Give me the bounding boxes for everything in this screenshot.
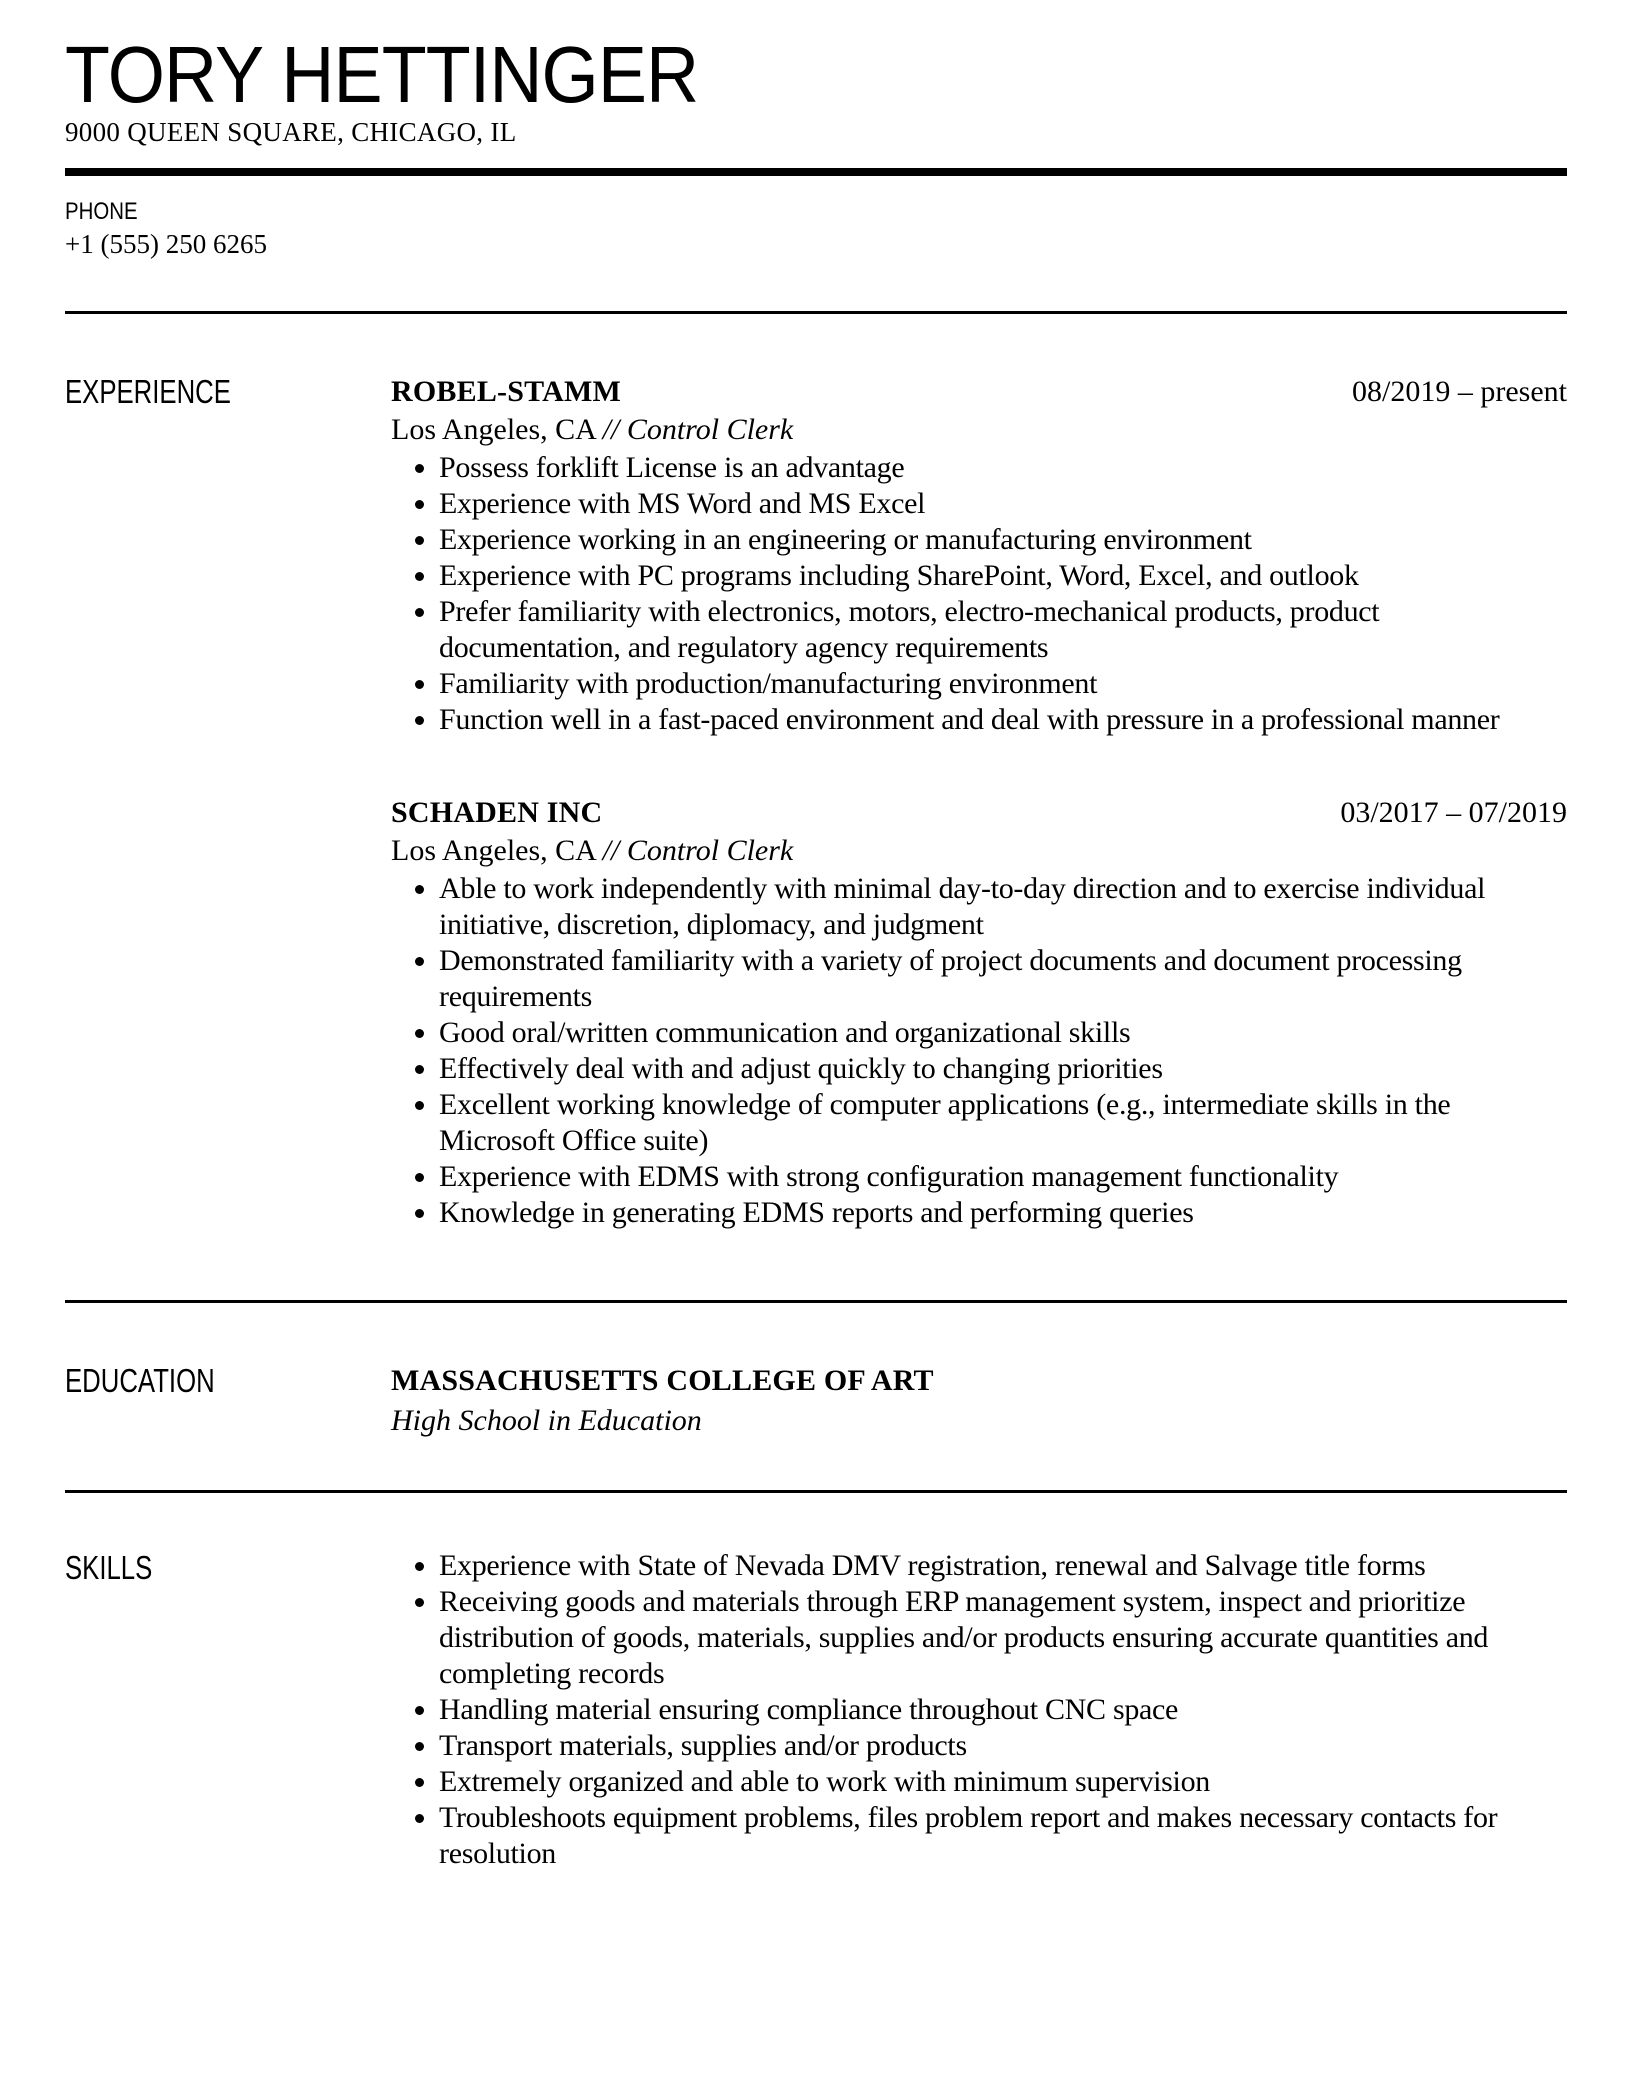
job-bullet: • Experience working in an engineering or manufacturing environment [439,522,1567,558]
education-grid [65,1303,1567,1441]
skill-bullet: • Handling material ensuring compliance throughout CNC space [439,1692,1567,1728]
job-subtitle [391,833,1567,869]
job-bullet: • Experience with EDMS with strong configuration management functionality [439,1159,1567,1195]
job-bullet: • Excellent working knowledge of computer applications (e.g., intermediate skills in the Microsoft Office suite) [439,1087,1567,1159]
skill-bullet: • Experience with State of Nevada DMV registration, renewal and Salvage title forms [439,1548,1567,1584]
skills-content [391,1548,1567,1872]
job-bullet: • Good oral/written communication and organizational skills [439,1015,1567,1051]
job-bullet: • Demonstrated familiarity with a variety of project documents and document processing requirements [439,943,1567,1015]
job-role: // Control Clerk [602,834,794,867]
phone-value: +1 (555) 250 6265 [65,229,267,259]
header-divider-thick [65,168,1567,176]
skill-bullet: • Troubleshoots equipment problems, files problem report and makes necessary contacts for resolution [439,1800,1567,1872]
job-bullet-list [391,871,1567,1231]
job-bullet: • Able to work independently with minimal day-to-day direction and to exercise individual initiative, discretion, diplomacy, and judgment [439,871,1567,943]
job-bullet: • Knowledge in generating EDMS reports and performing queries [439,1195,1567,1231]
job-bullet: • Prefer familiarity with electronics, motors, electro-mechanical products, product documentation, and regulatory agency requirements [439,594,1567,666]
job-location: Los Angeles, CA [391,413,596,446]
job-dates: 03/2017 – 07/2019 [1340,796,1567,829]
job-bullet: • Familiarity with production/manufacturing environment [439,666,1567,702]
job-subtitle [391,412,1567,448]
resume-header [65,0,1567,261]
job-entry-schaden-inc [391,793,1567,1231]
degree: High School in Education [391,1404,702,1437]
job-header [391,793,1567,833]
skills-grid [65,1493,1567,1872]
candidate-name: TORY HETTINGER [65,30,699,119]
job-bullet: • Possess forklift License is an advantage [439,450,1567,486]
skill-bullet: • Transport materials, supplies and/or products [439,1728,1567,1764]
phone-label: PHONE [65,198,138,225]
experience-section-label: EXPERIENCE [65,373,231,410]
section-experience [65,311,1567,1231]
job-role: // Control Clerk [602,413,794,446]
skill-bullet: • Extremely organized and able to work with minimum supervision [439,1764,1567,1800]
education-content [391,1361,1567,1441]
job-company: ROBEL-STAMM [391,375,621,408]
section-education [65,1300,1567,1441]
job-bullet: • Effectively deal with and adjust quickly to changing priorities [439,1051,1567,1087]
job-dates: 08/2019 – present [1352,375,1567,408]
skills-section-label: SKILLS [65,1549,153,1586]
job-bullet: • Experience with MS Word and MS Excel [439,486,1567,522]
job-entry-robel-stamm [391,372,1567,738]
job-bullet: • Experience with PC programs including SharePoint, Word, Excel, and outlook [439,558,1567,594]
experience-grid [65,314,1567,1231]
education-section-label: EDUCATION [65,1362,215,1399]
skills-bullet-list [391,1548,1567,1872]
experience-content [391,372,1567,1231]
job-bullet: • Function well in a fast-paced environment and deal with pressure in a professional manner [439,702,1567,738]
section-skills [65,1490,1567,1872]
job-header [391,372,1567,412]
job-company: SCHADEN INC [391,796,603,829]
skill-bullet: • Receiving goods and materials through ERP management system, inspect and prioritize distribution of goods, materials, supplies and/or products ensuring accurate quantities and completing records [439,1584,1567,1692]
job-bullet-list [391,450,1567,738]
school-name: MASSACHUSETTS COLLEGE OF ART [391,1364,934,1397]
job-location: Los Angeles, CA [391,834,596,867]
candidate-address: 9000 QUEEN SQUARE, CHICAGO, IL [65,117,517,147]
